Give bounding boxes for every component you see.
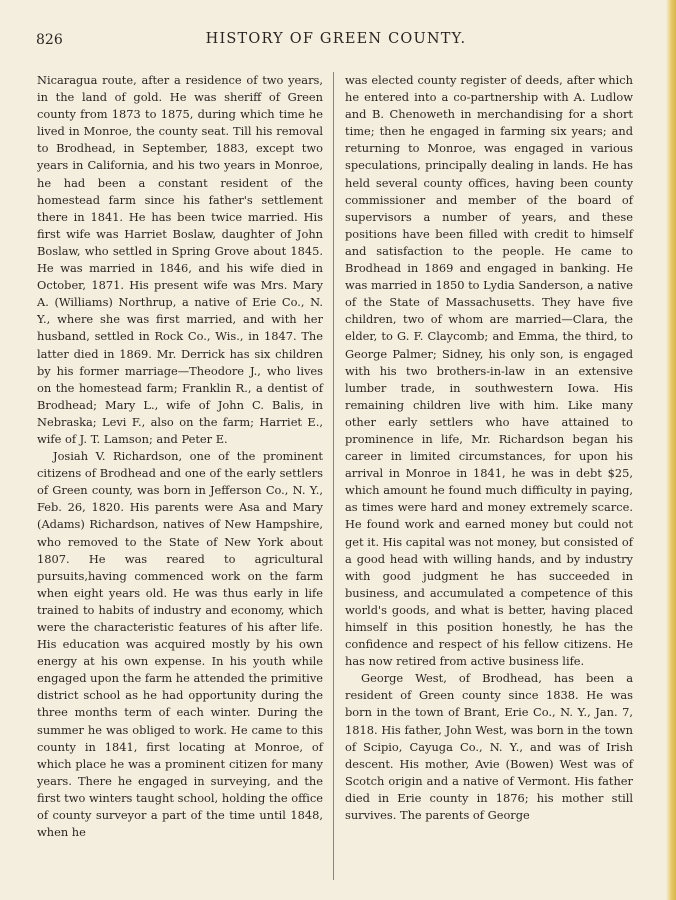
paragraph: George West, of Brodhead, has been a resident of Green county since 1838. He was born in the town of Brant, Erie Co., N. Y., Jan. 7, 1818. His father, John West, was born in the town of Scipio, Cayuga Co., N. Y., and was of Irish descent. His mother, Avie (Bowen) West was of Scotch origin and a native of Vermont. His father died in Erie county in 1876; his mother still survives. The parents of George [345, 671, 633, 823]
paragraph: Josiah V. Richardson, one of the prominent citizens of Brodhead and one of the early settlers of Green county, was born in Jefferson Co., N. Y., Feb. 26, 1820. His parents were Asa and Mary (Adams) Richardson, natives of New Hampshire, who removed to the State of New York about 1807. He was reared to agricultural pursuits,having commenced work on the farm when eight years old. He was thus early in life trained to habits of industry and economy, which were the characteristic features of his after life. His education was acquired mostly by his own energy at his own expense. In his youth while engaged upon the farm he attended the primitive district school as he had opportunity during the three months term of each winter. During the summer he was obliged to work. He came to this county in 1841, first locating at Monroe, of which place he was a prominent citizen for many years. There he engaged in surveying, and the first two winters taught school, holding the office of county surveyor a part of the time until 1848, when he [37, 449, 323, 840]
paragraph: was elected county register of deeds, after which he entered into a co-partnership with A. Ludlow and B. Chenoweth in merchandising for a short time; then he engaged in farming six years; and returning to Monroe, was engaged in various speculations, principally dealing in lands. He has held several county offices, having been county commissioner and member of the board of supervisors a number of years, and these positions have been filled with credit to himself and satisfaction to the people. He came to Brodhead in 1869 and engaged in banking. He was married in 1850 to Lydia Sanderson, a native of the State of Massachusetts. They have five children, two of whom are married—Clara, the elder, to G. F. Claycomb; and Emma, the third, to George Palmer; Sidney, his only son, is engaged with his two brothers-in-law in an extensive lumber trade, in southwestern Iowa. His remaining children live with him. Like many other early settlers who have attained to prominence in life, Mr. Richardson began his career in limited circumstances, for upon his arrival in Monroe in 1841, he was in debt $25, which amount he found much difficulty in paying, as times were hard and money extremely scarce. He found work and earned money but could not get it. His capital was not money, but consisted of a good head with willing hands, and by industry with good judgment he has succeeded in business, and accumulated a competence of this world's goods, and what is better, having placed himself in this position honestly, he has the confidence and respect of his fellow citizens. He has now retired from active business life. [345, 73, 633, 669]
left-column [37, 72, 323, 841]
column-divider [333, 72, 334, 880]
page-header [36, 28, 636, 52]
page-number: 826 [36, 32, 63, 48]
running-title: HISTORY OF GREEN COUNTY. [205, 31, 467, 47]
page-edge [666, 0, 676, 900]
right-column [345, 72, 633, 824]
paragraph: Nicaragua route, after a residence of two years, in the land of gold. He was sheriff of Green county from 1873 to 1875, during which time he lived in Monroe, the county seat. Till his removal to Brodhead, in September, 1883, except two years in California, and his two years in Monroe, he had been a constant resident of the homestead farm since his father's settlement there in 1841. He has been twice married. His first wife was Harriet Boslaw, daughter of John Boslaw, who settled in Spring Grove about 1845. He was married in 1846, and his wife died in October, 1871. His present wife was Mrs. Mary A. (Williams) Northrup, a native of Erie Co., N. Y., where she was first married, and with her husband, settled in Rock Co., Wis., in 1847. The latter died in 1869. Mr. Derrick has six children by his former marriage—Theodore J., who lives on the homestead farm; Franklin R., a dentist of Brodhead; Mary L., wife of John C. Balis, in Nebraska; Levi F., also on the farm; Harriet E., wife of J. T. Lamson; and Peter E. [37, 73, 323, 446]
